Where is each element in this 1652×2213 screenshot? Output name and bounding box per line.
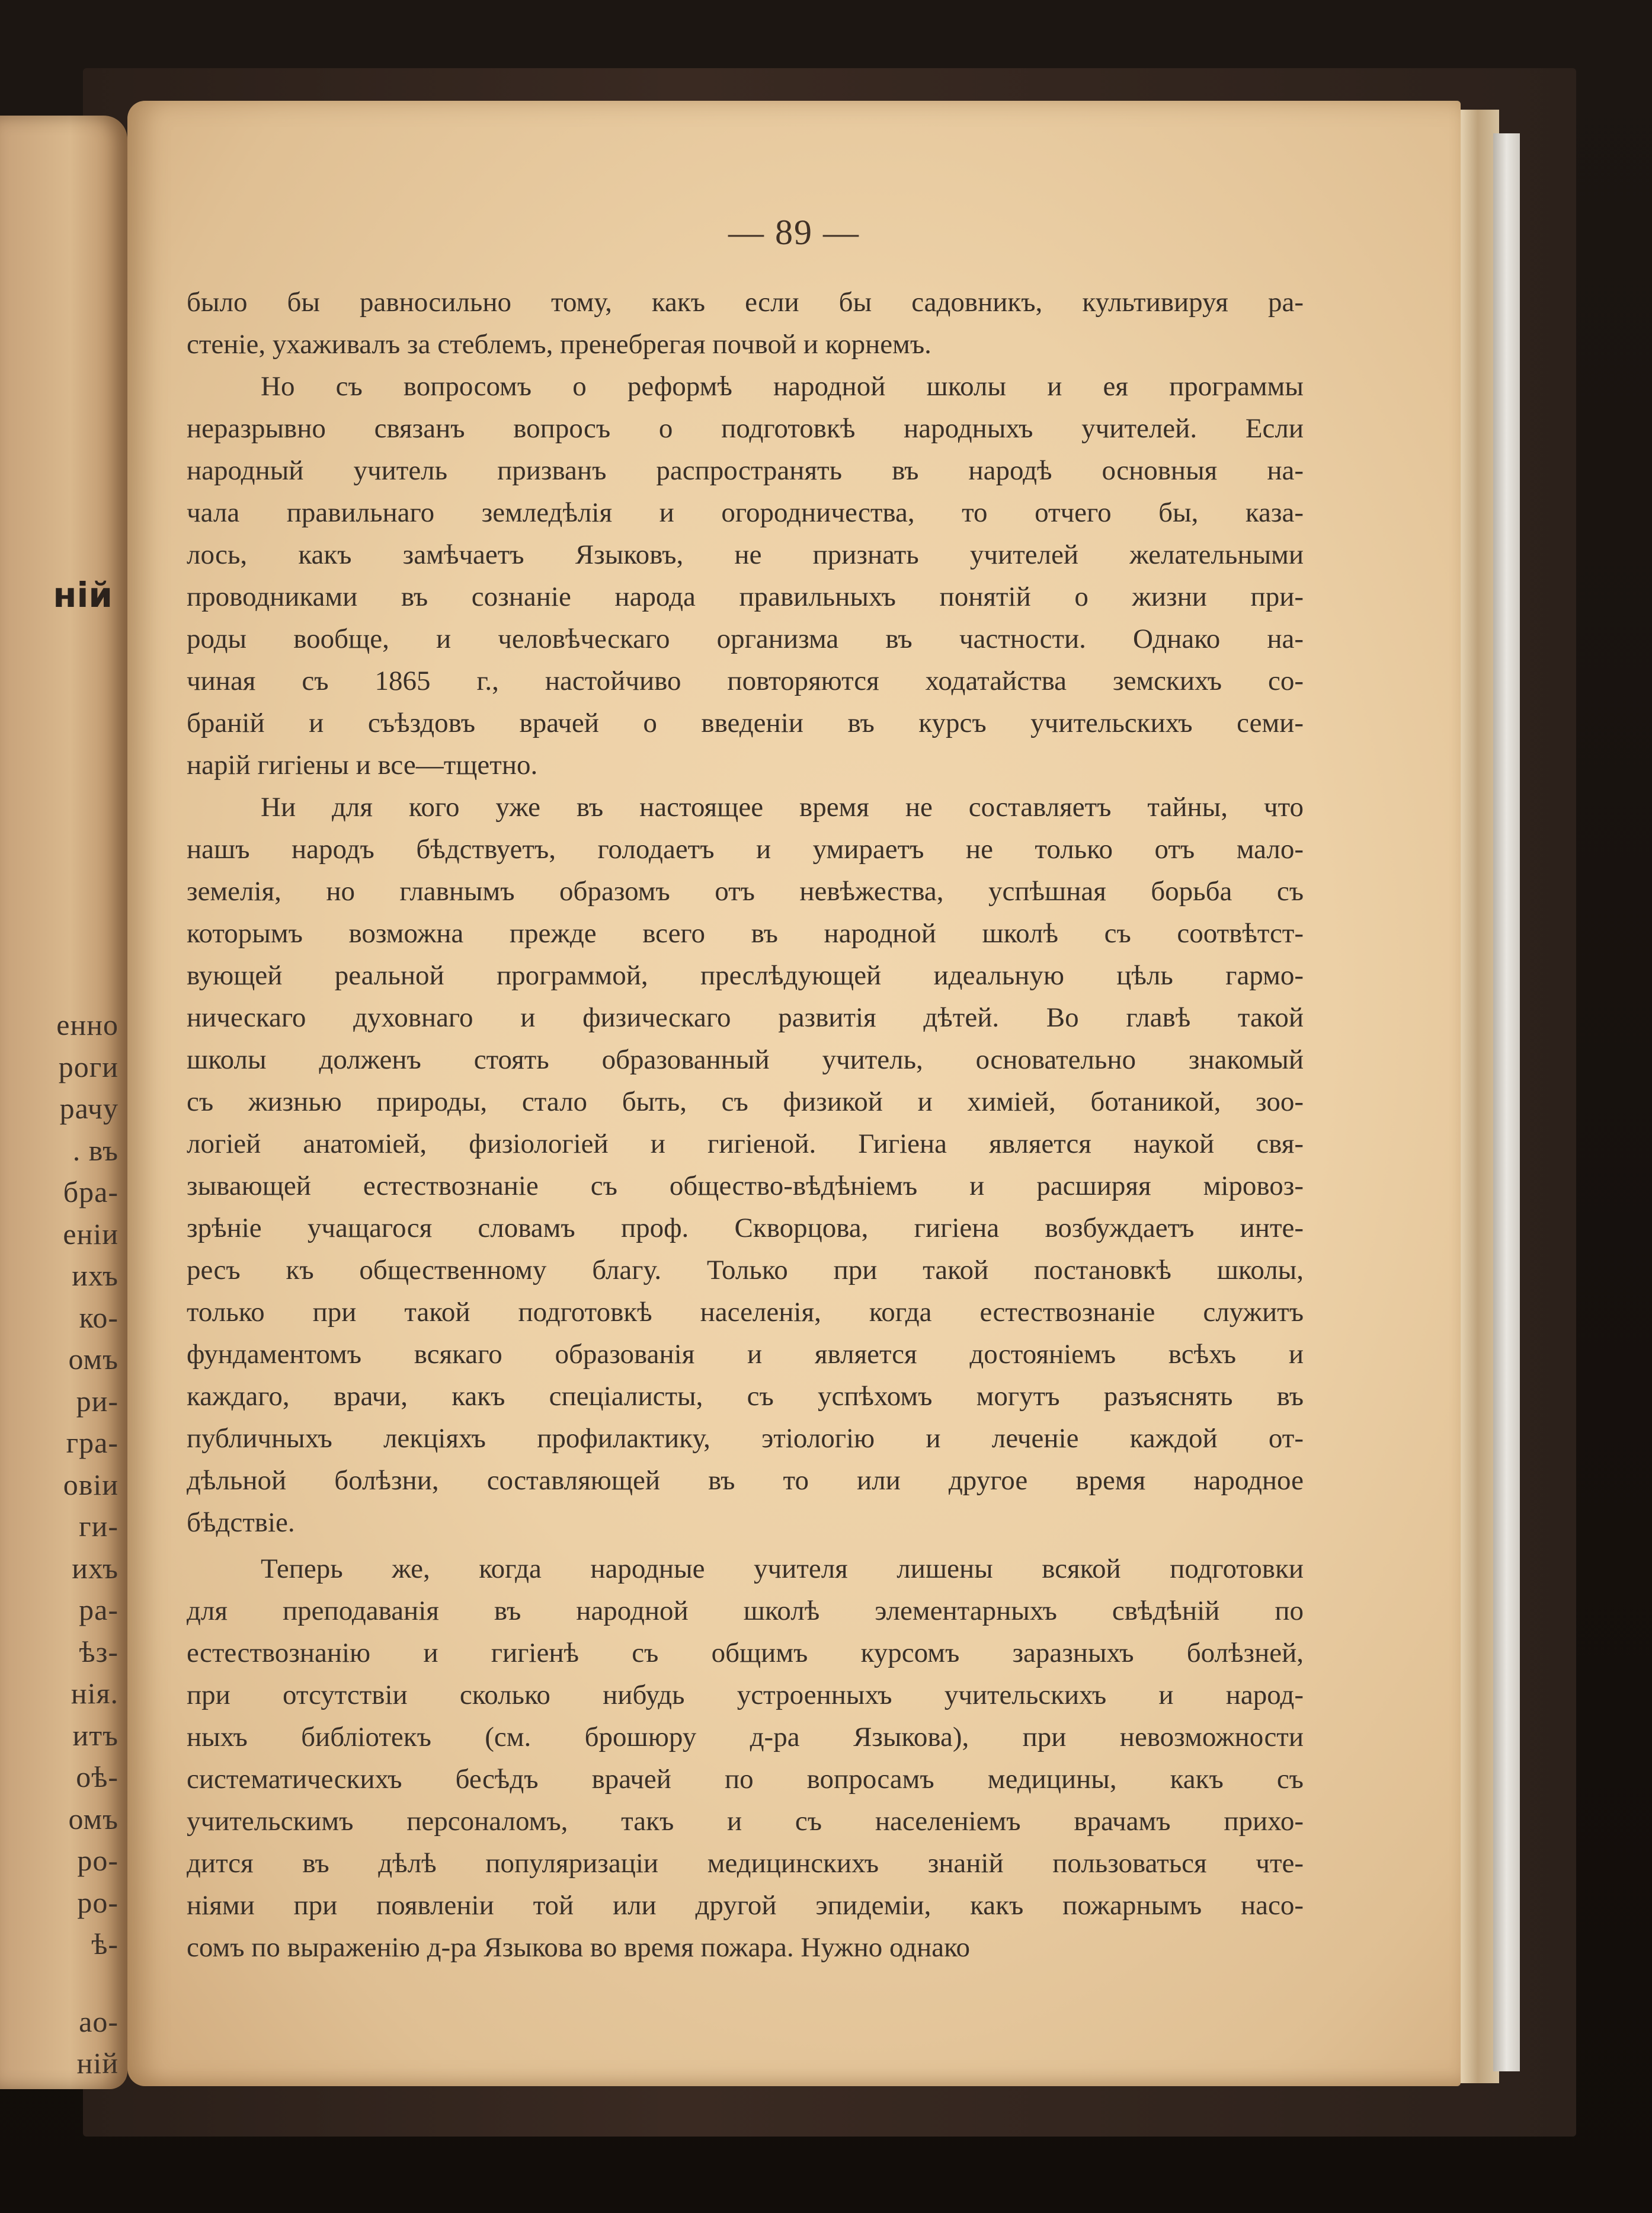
text-line: неразрывно связанъ вопросъ о подготовкѣ народныхъ учителей. Если [187, 413, 1304, 444]
left-page-line-fragment: ра- [79, 1593, 119, 1626]
text-line: съ жизнью природы, стало быть, съ физикой и химіей, ботаникой, зоо- [187, 1086, 1304, 1117]
page-body-text [187, 282, 1304, 1969]
left-page-line-fragment: нія. [71, 1677, 119, 1710]
left-page-line-fragment: овіи [63, 1467, 119, 1501]
text-line: для преподаванія въ народной школѣ элементарныхъ свѣдѣній по [187, 1595, 1304, 1626]
text-line: логіей анатоміей, физіологіей и гигіеной. Гигіена является наукой свя- [187, 1128, 1304, 1159]
left-page-line-fragment: ко- [79, 1300, 119, 1334]
left-page-line-fragment: ѣ- [91, 1927, 119, 1961]
text-line: земелія, но главнымъ образомъ отъ невѣжества, успѣшная борьба съ [187, 876, 1304, 907]
text-line: роды вообще, и человѣческаго организма въ частности. Однако на- [187, 623, 1304, 654]
text-line: нарій гигіены и все—тщетно. [187, 750, 538, 781]
paragraph [187, 366, 1304, 786]
text-line: естествознанію и гигіенѣ съ общимъ курсомъ заразныхъ болѣзней, [187, 1638, 1304, 1668]
text-line: Но съ вопросомъ о реформѣ народной школы и ея программы [261, 371, 1304, 402]
text-line: народный учитель призванъ распространять въ народѣ основныя на- [187, 455, 1304, 486]
page-number: — 89 — [728, 213, 860, 252]
text-line: учительскимъ персоналомъ, такъ и съ населеніемъ врачамъ прихо- [187, 1806, 1304, 1837]
text-line: ресъ къ общественному благу. Только при такой постановкѣ школы, [187, 1255, 1304, 1285]
text-line: было бы равносильно тому, какъ если бы садовникъ, культивируя ра- [187, 287, 1304, 318]
text-line: ныхъ библіотекъ (см. брошюру д-ра Языкова), при невозможности [187, 1722, 1304, 1753]
text-line: каждаго, врачи, какъ спеціалисты, съ успѣхомъ могутъ разъяснять въ [187, 1381, 1304, 1412]
left-page-line-fragment: . въ [72, 1133, 119, 1167]
left-page-line-fragment: енно [56, 1008, 119, 1041]
text-line: вующей реальной программой, преслѣдующей идеальную цѣль гармо- [187, 960, 1304, 991]
left-page-line-fragment: ро- [77, 1844, 119, 1877]
text-line: только при такой подготовкѣ населенія, когда естествознаніе служитъ [187, 1297, 1304, 1328]
left-page-line-fragment: ихъ [72, 1259, 119, 1292]
left-page-line-fragment: оѣ- [76, 1760, 119, 1793]
paragraph [187, 282, 1304, 366]
text-line: публичныхъ лекціяхъ профилактику, этіологію и леченіе каждой от- [187, 1423, 1304, 1454]
left-page-line-fragment: гра- [66, 1426, 119, 1459]
text-line: зывающей естествознаніе съ общество-вѣдѣніемъ и расширяя міровоз- [187, 1171, 1304, 1201]
paragraph [187, 786, 1304, 1544]
text-line: Ни для кого уже въ настоящее время не составляетъ тайны, что [261, 792, 1304, 823]
page-stack-edge-inner [1493, 133, 1520, 2071]
text-line: проводниками въ сознаніе народа правильныхъ понятій о жизни при- [187, 581, 1304, 612]
paragraph [187, 1548, 1304, 1969]
text-line: сомъ по выраженію д-ра Языкова во время пожара. Нужно однако [187, 1932, 971, 1963]
left-page-heading: ній [53, 575, 113, 615]
left-page-line-fragment: омъ [68, 1342, 119, 1376]
left-page-line-fragment: ри- [76, 1384, 119, 1418]
left-page-line-fragment: омъ [68, 1802, 119, 1835]
paragraph-gap [187, 1544, 1304, 1548]
left-page-line-fragment: ній [76, 2046, 119, 2080]
text-line: лось, какъ замѣчаетъ Языковъ, не признать учителей желательными [187, 539, 1304, 570]
left-page-line-fragment: еніи [63, 1217, 119, 1251]
left-page-line-fragment: роги [58, 1050, 119, 1083]
text-line: дѣльной болѣзни, составляющей въ то или другое время народное [187, 1465, 1304, 1496]
text-line: при отсутствіи сколько нибудь устроенныхъ учительскихъ и народ- [187, 1680, 1304, 1710]
text-line: Теперь же, когда народные учителя лишены всякой подготовки [261, 1553, 1304, 1584]
main-page [127, 101, 1461, 2086]
text-line: фундаментомъ всякаго образованія и является достояніемъ всѣхъ и [187, 1339, 1304, 1370]
text-line: которымъ возможна прежде всего въ народной школѣ съ соотвѣтст- [187, 918, 1304, 949]
left-page-line-fragment: ао- [79, 2004, 119, 2038]
left-page-line-fragment: ро- [77, 1885, 119, 1919]
text-line: ніями при появленіи той или другой эпидеміи, какъ пожарнымъ насо- [187, 1890, 1304, 1921]
left-page-line-fragment: бра- [63, 1175, 119, 1208]
text-line: систематическихъ бесѣдъ врачей по вопросамъ медицины, какъ съ [187, 1764, 1304, 1795]
text-line: чала правильнаго земледѣлія и огородничества, то отчего бы, каза- [187, 497, 1304, 528]
text-line: школы долженъ стоять образованный учитель, основательно знакомый [187, 1044, 1304, 1075]
text-line: дится въ дѣлѣ популяризаціи медицинскихъ знаній пользоваться чте- [187, 1848, 1304, 1879]
text-line: зрѣніе учащагося словамъ проф. Скворцова, гигіена возбуждаетъ инте- [187, 1213, 1304, 1243]
left-page-line-fragment: ѣз- [79, 1635, 119, 1668]
left-page-line-fragment: ги- [79, 1510, 119, 1543]
left-page-line-fragment: рачу [59, 1092, 119, 1125]
left-page-line-fragment: ихъ [72, 1551, 119, 1585]
text-line: ническаго духовнаго и физическаго развитія дѣтей. Во главѣ такой [187, 1002, 1304, 1033]
text-line: браній и съѣздовъ врачей о введеніи въ курсъ учительскихъ семи- [187, 708, 1304, 738]
left-page [0, 116, 127, 2089]
text-line: чиная съ 1865 г., настойчиво повторяются ходатайства земскихъ со- [187, 666, 1304, 696]
left-page-line-fragment: итъ [72, 1718, 119, 1752]
text-line: бѣдствіе. [187, 1507, 295, 1538]
text-line: нашъ народъ бѣдствуетъ, голодаетъ и умираетъ не только отъ мало- [187, 834, 1304, 865]
text-line: стеніе, ухаживалъ за стеблемъ, пренебрегая почвой и корнемъ. [187, 329, 931, 360]
